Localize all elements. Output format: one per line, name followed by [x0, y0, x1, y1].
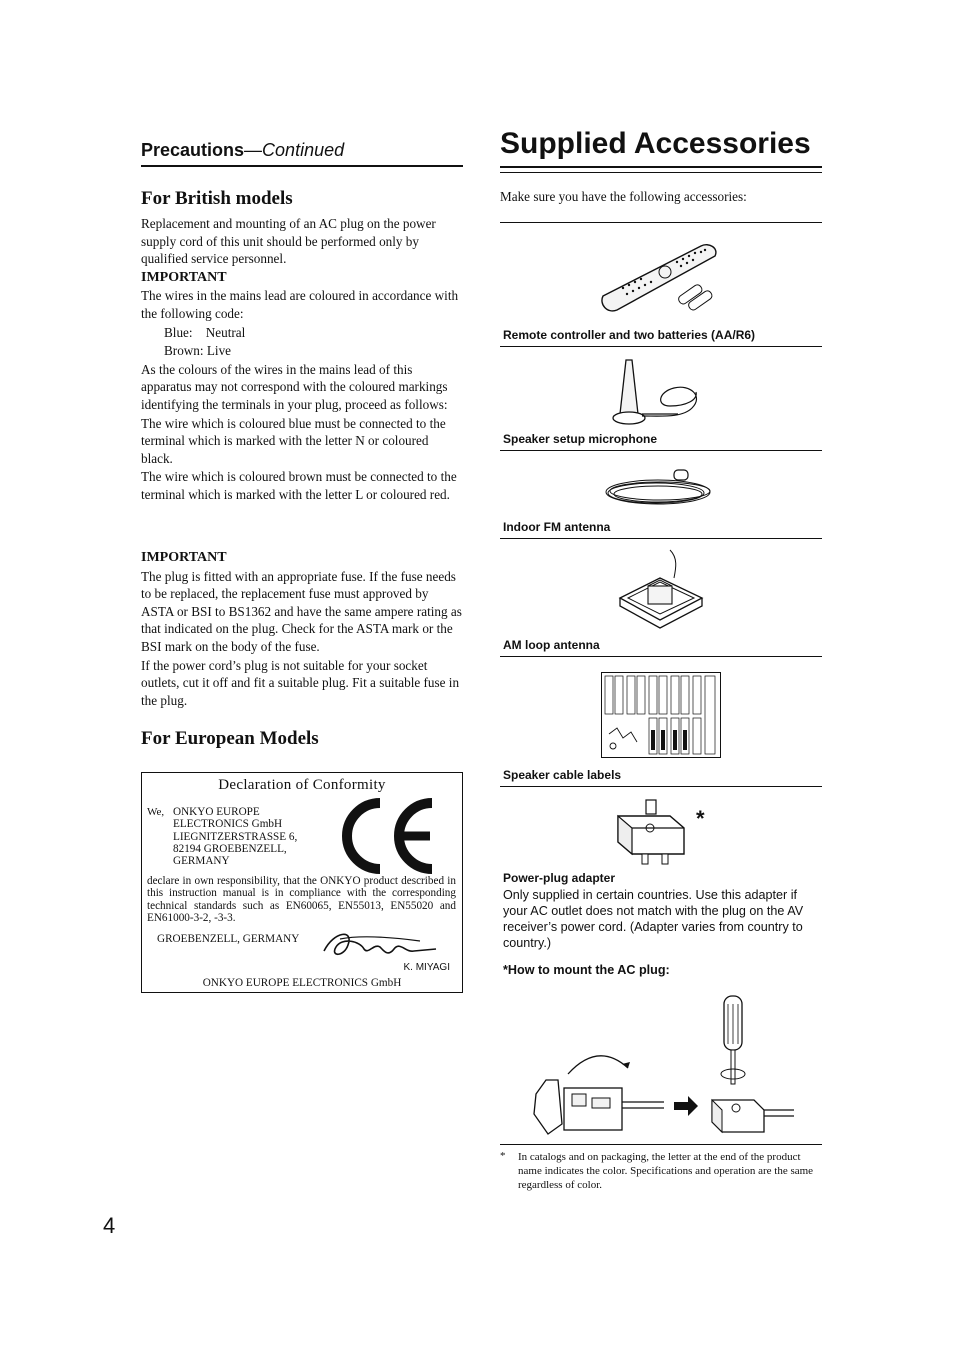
accessory-label: Speaker cable labels [503, 768, 622, 782]
intro-text: Make sure you have the following accessories: [500, 189, 747, 204]
address-line: GERMANY [173, 855, 230, 868]
accessory-label: Speaker setup microphone [503, 432, 658, 446]
section-title: Precautions [141, 140, 245, 160]
british-models-text [141, 215, 463, 505]
paragraph: The wire which is coloured brown must be connected to the terminal which is marked with the letter L or coloured red. [141, 469, 457, 502]
section-header [141, 140, 463, 161]
asterisk-mark: * [696, 806, 705, 831]
divider [500, 538, 822, 539]
fm-antenna-icon [600, 466, 720, 510]
am-loop-antenna-icon [614, 548, 706, 636]
important-label: IMPORTANT [141, 550, 227, 565]
divider [500, 1144, 822, 1145]
paragraph: Replacement and mounting of an AC plug on the power supply cord of this unit should be performed only by qualified service personnel. [141, 216, 436, 267]
signature-icon [320, 927, 440, 963]
divider [500, 346, 822, 347]
title-rule [500, 172, 822, 173]
title-rule [500, 166, 822, 168]
footnote-text: In catalogs and on packaging, the letter at the end of the product name indicates the color. Specifications and operation are the same regardless of color. [518, 1151, 814, 1191]
address-line: 82194 GROEBENZELL, [173, 842, 287, 855]
wire-code-blue: Blue: Neutral [164, 324, 246, 340]
declaration-signer: K. MIYAGI [403, 962, 450, 973]
important-label: IMPORTANT [141, 269, 227, 285]
divider [500, 656, 822, 657]
remote-controller-icon [597, 238, 729, 318]
paragraph: The wire which is coloured blue must be connected to the terminal which is marked with the letter N or coloured black. [141, 415, 446, 466]
paragraph: The wires in the mains lead are coloured in accordance with the following code: [141, 288, 459, 321]
section-continued: —Continued [244, 140, 345, 160]
declaration-text: declare in own responsibility, that the ONKYO product described in this instruction manual is in compliance with the corresponding technical standards such as EN60065, EN55013, EN55020 and EN61000-3-2, -3-3. [147, 875, 456, 924]
address-line: LIEGNITZERSTRASSE 6, [173, 830, 298, 843]
declaration-address [173, 806, 297, 867]
accessory-label: AM loop antenna [503, 638, 600, 652]
fuse-text [141, 549, 463, 710]
divider [500, 786, 822, 787]
declaration-box [141, 772, 463, 993]
paragraph: The plug is fitted with an appropriate fuse. If the fuse needs to be replaced, the replacement fuse must approved by ASTA or BSI to BS1362 and have the same ampere rating as that indicated on the plug. Check for the ASTA mark or the BSI mark on the body of the fuse. [141, 568, 462, 654]
accessory-label: Indoor FM antenna [503, 520, 611, 534]
mounting-ac-plug-diagram-icon [528, 994, 796, 1138]
page-title: Supplied Accessories [500, 127, 811, 160]
section-rule [141, 165, 463, 167]
howto-heading: *How to mount the AC plug: [503, 963, 670, 977]
address-line: ONKYO EUROPE [173, 806, 260, 818]
accessory-label: Remote controller and two batteries (AA/R6) [503, 328, 756, 342]
declaration-we: We, [147, 806, 165, 818]
british-models-heading: For British models [141, 188, 293, 209]
accessory-label: Power-plug adapter [503, 871, 616, 885]
speaker-cable-labels-icon [601, 672, 721, 758]
address-line: ELECTRONICS GmbH [173, 818, 283, 831]
power-plug-adapter-icon [612, 798, 688, 870]
microphone-icon [612, 356, 704, 432]
adapter-description: Only supplied in certain countries. Use this adapter if your AC outlet does not match with the plug on the AV receiver’s power cord. (Adapter varies from country to country.) [503, 888, 804, 950]
divider [500, 450, 822, 451]
wire-code-brown: Brown: Live [164, 343, 232, 359]
paragraph: If the power cord’s plug is not suitable for your socket outlets, cut it off and fit a suitable plug. Fit a suitable fuse in the plug. [141, 657, 460, 708]
declaration-city: GROEBENZELL, GERMANY [157, 933, 300, 945]
declaration-title: Declaration of Conformity [218, 777, 386, 793]
paragraph: As the colours of the wires in the mains lead of this apparatus may not correspond with the coloured markings identifying the terminals in your plug, proceed as follows: [141, 361, 448, 412]
declaration-company: ONKYO EUROPE ELECTRONICS GmbH [202, 977, 402, 989]
ce-mark-icon [332, 797, 436, 875]
divider [500, 222, 822, 223]
european-models-heading: For European Models [141, 728, 319, 749]
page-number: 4 [103, 1213, 116, 1238]
footnote-mark: * [500, 1150, 506, 1162]
